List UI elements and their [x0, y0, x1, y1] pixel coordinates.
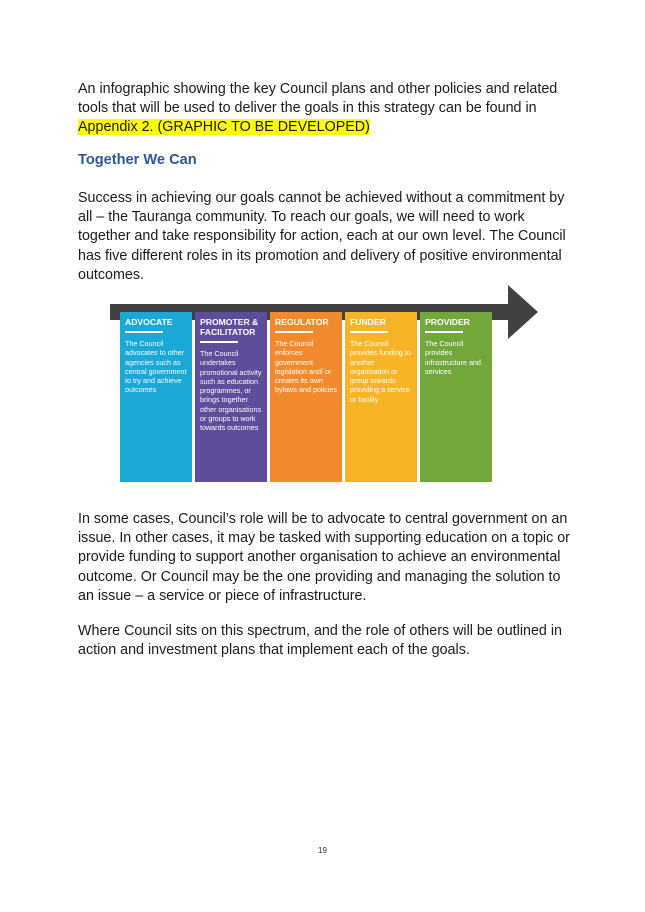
role-description: The Council advocates to other agencies such as central government to try and achieve outcomes [125, 339, 187, 395]
paragraph-spectrum: Where Council sits on this spectrum, and the role of others will be outlined in action and investment plans that implement each of the goals. [78, 623, 562, 659]
role-divider [275, 331, 313, 333]
section-heading: Together We Can [78, 152, 197, 168]
role-description: The Council undertakes promotional activity such as education programmes, or brings together other organisations or groups to work towards outcomes [200, 349, 262, 433]
role-description: The Council provides infrastructure and services [425, 339, 481, 376]
council-roles-graphic [110, 285, 540, 483]
paragraph-commitment: Success in achieving our goals cannot be achieved without a commitment by all – the Tauranga community. To reach our goals, we will need to work together and take responsibility for action, each at our own level. The Council has five different roles in its promotion and delivery of positive environmental outcomes. [78, 190, 566, 283]
role-regulator [270, 312, 342, 482]
role-title: ADVOCATE [125, 317, 173, 327]
intro-paragraph [78, 80, 578, 138]
appendix-highlight: Appendix 2. (GRAPHIC TO BE DEVELOPED) [78, 119, 370, 136]
role-divider [350, 331, 388, 333]
role-divider [425, 331, 463, 333]
role-title: PROVIDER [425, 317, 470, 327]
page-number: 19 [318, 846, 327, 855]
role-description: The Council enforces government legislation and/ or creates its own bylaws and policies [275, 339, 337, 395]
role-funder [345, 312, 417, 482]
role-title: FUNDER [350, 317, 386, 327]
role-divider [200, 341, 238, 343]
role-provider [420, 312, 492, 482]
paragraph-council-role: In some cases, Council’s role will be to advocate to central government on an issue. In other cases, it may be tasked with supporting education on a topic or provide funding to support another organisation to achieve an environmental outcome. Or Council may be the one providing and managing the solution to an issue – a service or piece of infrastructure. [78, 511, 570, 604]
role-title: PROMOTER & FACILITATOR [200, 317, 259, 337]
role-divider [125, 331, 163, 333]
role-description: The Council provides funding to another organisation or group towards providing a service or facility [350, 339, 411, 404]
role-title: REGULATOR [275, 317, 329, 327]
role-advocate [120, 312, 192, 482]
role-promoter-facilitator [195, 312, 267, 482]
intro-text: An infographic showing the key Council plans and other policies and related tools that will be used to deliver the goals in this strategy can be found in [78, 81, 558, 117]
